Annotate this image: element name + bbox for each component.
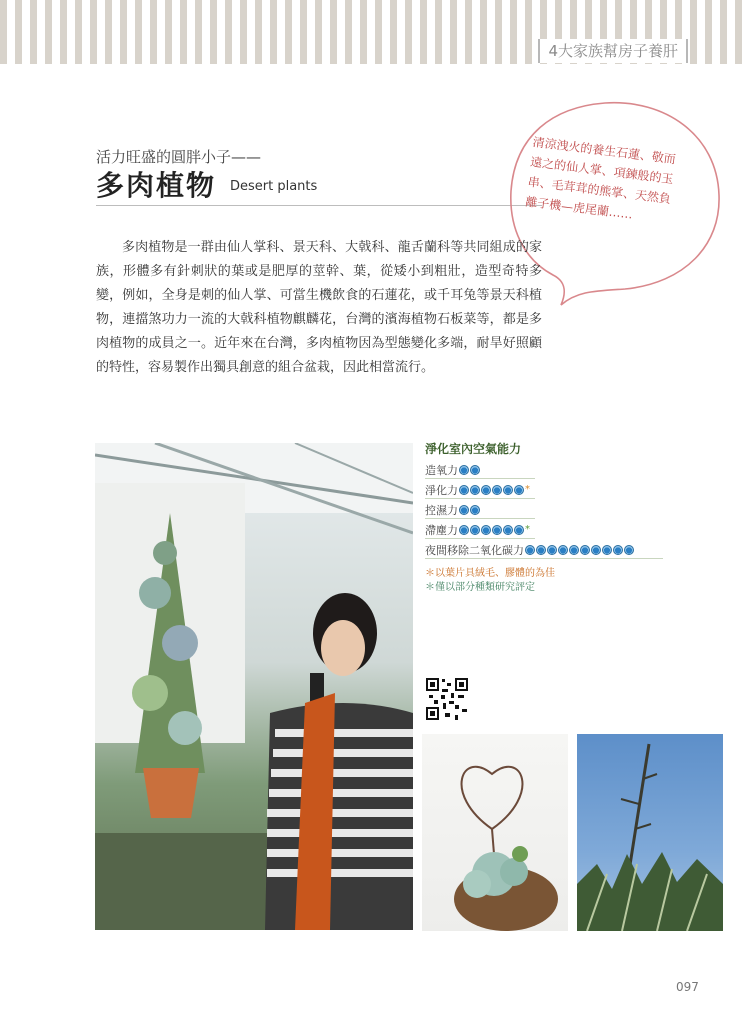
rating-dot-icon (459, 505, 469, 515)
rating-label: 淨化力 (425, 483, 458, 497)
page-number: 097 (676, 980, 699, 994)
rating-dots (459, 505, 481, 515)
rating-dot-icon (613, 545, 623, 555)
title-divider (96, 205, 542, 206)
panel-notes (425, 567, 675, 595)
rating-dot-icon (547, 545, 557, 555)
rating-dots (459, 485, 525, 495)
article-body: 多肉植物是一群由仙人掌科、景天科、大戟科、龍舌蘭科等共同組成的家族，形體多有針刺狀的葉或是肥厚的莖幹、葉，從矮小到粗壯，造型奇特多變，例如，全身是刺的仙人掌、可當生機飲食的石蓮花，或千耳兔等景天科植物，連擋煞功力一流的大戟科植物麒麟花，台灣的濱海植物石板菜等，都是多肉植物的成員之一。近年來在台灣，多肉植物因為型態變化多端，耐旱好照顧的特性，容易製作出獨具創意的組合盆栽，因此相當流行。 (96, 240, 542, 375)
rating-dot-icon (470, 485, 480, 495)
rating-row (425, 541, 663, 559)
rating-row (425, 501, 535, 519)
air-purification-panel (425, 440, 675, 595)
article-subtitle: 活力旺盛的圓胖小子—— (96, 148, 262, 166)
photo-agave-flower-stalk (577, 734, 723, 931)
photo-woman-succulent-tower (95, 443, 413, 930)
panel-title: 淨化室內空氣能力 (425, 442, 522, 456)
rating-mark: * (525, 524, 530, 535)
rating-dot-icon (525, 545, 535, 555)
bubble-text: 清涼洩火的養生石蓮、敬而遠之的仙人掌、項鍊般的玉串、毛茸茸的熊掌、天然負離子機—虎尾蘭…… (524, 134, 677, 222)
panel-rows (425, 461, 675, 559)
rating-dot-icon (481, 485, 491, 495)
rating-dot-icon (470, 505, 480, 515)
rating-row (425, 461, 535, 479)
rating-dot-icon (591, 545, 601, 555)
rating-label: 夜間移除二氧化碳力 (425, 543, 524, 557)
rating-row (425, 521, 535, 539)
rating-dot-icon (481, 525, 491, 535)
rating-dot-icon (514, 485, 524, 495)
qr-code[interactable] (425, 677, 469, 721)
rating-dots (459, 525, 525, 535)
rating-mark: * (525, 484, 530, 495)
rating-dot-icon (558, 545, 568, 555)
article-title-english: Desert plants (230, 179, 318, 194)
rating-dots (525, 545, 635, 555)
rating-dot-icon (536, 545, 546, 555)
rating-dot-icon (503, 485, 513, 495)
rating-dot-icon (602, 545, 612, 555)
rating-dot-icon (459, 465, 469, 475)
rating-dot-icon (569, 545, 579, 555)
rating-dot-icon (470, 465, 480, 475)
rating-dot-icon (470, 525, 480, 535)
note-partial-study: ＊僅以部分種類研究評定 (425, 582, 535, 593)
rating-dot-icon (624, 545, 634, 555)
rating-dot-icon (580, 545, 590, 555)
section-tag: 4大家族幫房子養肝 (538, 39, 688, 63)
rating-dot-icon (459, 525, 469, 535)
note-fuzzy-leaves: ＊以葉片具絨毛、膠體的為佳 (425, 568, 555, 579)
rating-label: 造氧力 (425, 463, 458, 477)
article-title: 多肉植物 (96, 169, 217, 202)
rating-label: 控濕力 (425, 503, 458, 517)
rating-dot-icon (503, 525, 513, 535)
rating-label: 滯塵力 (425, 523, 458, 537)
rating-dot-icon (492, 525, 502, 535)
rating-dot-icon (514, 525, 524, 535)
rating-dots (459, 465, 481, 475)
rating-row (425, 481, 535, 499)
rating-dot-icon (459, 485, 469, 495)
photo-heart-hanging-succulent (422, 734, 568, 931)
rating-dot-icon (492, 485, 502, 495)
